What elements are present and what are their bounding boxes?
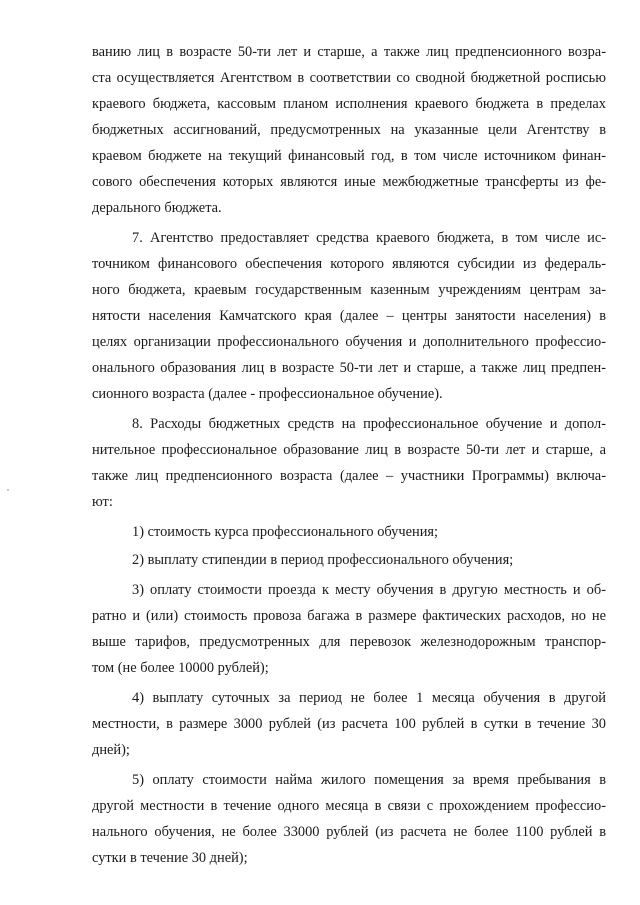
text-line: краевого бюджета, кассовым планом исполнения краевого бюджета в пределах [92,96,606,112]
text-line: нятости населения Камчатского края (далее – центры занятости населения) в [92,308,606,324]
text-line: сового обеспечения которых являются иные межбюджетные трансферты из фе- [92,174,606,190]
text-line: сутки в течение 30 дней); [92,850,248,866]
text-line: сионного возраста (далее - профессиональное обучение). [92,386,443,402]
text-line: онального образования лиц в возрасте 50-ти лет и старше, а также лиц предпен- [92,360,606,376]
text-line: дерального бюджета. [92,200,222,216]
text-line: 3) оплату стоимости проезда к месту обучения в другую местность и об- [132,582,606,598]
text-line: 4) выплату суточных за период не более 1 месяца обучения в другой [132,690,606,706]
text-line: дней); [92,742,130,758]
text-line: 5) оплату стоимости найма жилого помещения за время пребывания в [132,772,606,788]
text-line: 8. Расходы бюджетных средств на профессиональное обучение и допол- [132,416,606,432]
scan-speck [7,489,9,491]
text-line: ста осуществляется Агентством в соответствии со сводной бюджетной росписью [92,70,606,86]
text-line: выше тарифов, предусмотренных для перевозок железнодорожным транспор- [92,634,606,650]
text-line: ратно и (или) стоимость провоза багажа в размере фактических расходов, но не [92,608,606,624]
text-line: нального обучения, не более 33000 рублей (из расчета не более 1100 рублей в [92,824,606,840]
text-line: ного бюджета, краевым государственным казенным учреждениям центрам за- [92,282,606,298]
text-line: 2) выплату стипендии в период профессионального обучения; [132,552,514,568]
text-line: ванию лиц в возрасте 50-ти лет и старше, а также лиц предпенсионного возра- [92,44,606,60]
text-line: точником финансового обеспечения которого являются субсидии из федераль- [92,256,606,272]
text-line: бюджетных ассигнований, предусмотренных на указанные цели Агентству в [92,122,606,138]
text-line: краевом бюджете на текущий финансовый год, в том числе источником финан- [92,148,606,164]
text-line: ют: [92,494,113,510]
text-line: также лиц предпенсионного возраста (далее – участники Программы) включа- [92,468,606,484]
text-line: нительное профессиональное образование лиц в возрасте 50-ти лет и старше, а [92,442,606,458]
text-line: 7. Агентство предоставляет средства краевого бюджета, в том числе ис- [132,230,606,246]
text-line: 1) стоимость курса профессионального обучения; [132,524,439,540]
text-line: местности, в размере 3000 рублей (из расчета 100 рублей в сутки в течение 30 [92,716,606,732]
text-line: том (не более 10000 рублей); [92,660,269,676]
text-line: целях организации профессионального обучения и дополнительного профессио- [92,334,606,350]
text-line: другой местности в течение одного месяца в связи с прохождением профессио- [92,798,606,814]
